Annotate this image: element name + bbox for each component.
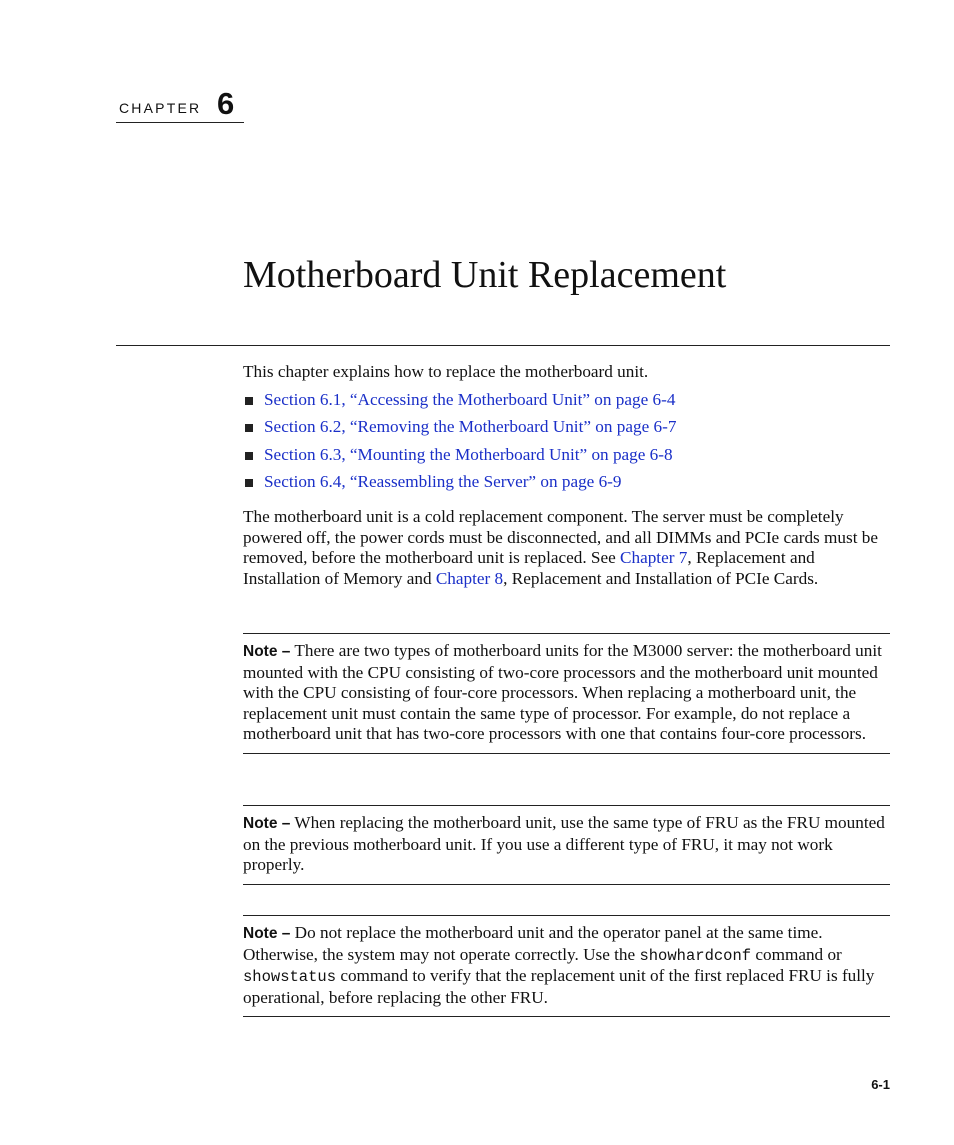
bullet-icon [245, 479, 253, 487]
note-box-processor-types [243, 633, 890, 754]
chapter-7-link[interactable]: Chapter 7 [620, 548, 688, 567]
chapter-label: CHAPTER [119, 100, 202, 116]
section-link-6-1[interactable]: Section 6.1, “Accessing the Motherboard Unit” on page 6-4 [264, 390, 676, 409]
intro-text: This chapter explains how to replace the motherboard unit. [243, 362, 649, 381]
bullet-icon [245, 424, 253, 432]
note-box-operator-panel [243, 915, 890, 1017]
page-title: Motherboard Unit Replacement [243, 254, 727, 296]
note-text: command or [751, 944, 842, 964]
bullet-icon [245, 452, 253, 460]
chapter-rule [116, 122, 244, 123]
note-text: There are two types of motherboard units for the M3000 server: the motherboard unit mounted with the CPU consisting of two-core processors and the motherboard unit mounted with the CPU consisting of four-core processors. When replacing a motherboard unit, the replacement unit must contain the same type of processor. For example, do not replace a motherboard unit that has two-core processors with one that contains four-core processors. [243, 641, 882, 743]
list-item [243, 445, 893, 472]
title-rule [116, 345, 890, 346]
list-item [243, 417, 893, 444]
note-text: Do not replace the motherboard unit and the operator panel at the same time. Otherwise, the system may not operate correctly. Use the [243, 923, 823, 964]
command-showhardconf: showhardconf [639, 946, 752, 965]
list-item [243, 472, 893, 499]
note-label: Note – [243, 643, 291, 660]
bullet-icon [245, 397, 253, 405]
command-showstatus: showstatus [243, 968, 337, 986]
paragraph-text: , Replacement and Installation of Memory and [243, 548, 815, 588]
paragraph-text: , Replacement and Installation of PCIe Cards. [503, 568, 819, 588]
section-link-6-2[interactable]: Section 6.2, “Removing the Motherboard Unit” on page 6-7 [264, 417, 677, 437]
section-link-6-4[interactable]: Section 6.4, “Reassembling the Server” on page 6-9 [264, 471, 622, 491]
paragraph-text: The motherboard unit is a cold replacement component. The server must be completely powered off, the power cords must be disconnected, and all DIMMs and PCIe cards must be removed, before the motherboard unit is replaced. See [243, 507, 878, 567]
section-link-6-3[interactable]: Section 6.3, “Mounting the Motherboard Unit” on page 6-8 [264, 444, 673, 464]
body-paragraph [243, 507, 891, 589]
section-list [243, 390, 893, 499]
note-box-fru-type [243, 805, 890, 885]
note-text: command to verify that the replacement unit of the first replaced FRU is fully operational, before replacing the other FRU. [243, 966, 875, 1007]
note-label: Note – [243, 925, 291, 942]
page-number: 6-1 [871, 1077, 890, 1092]
list-item [243, 390, 893, 417]
note-label: Note – [243, 815, 291, 832]
chapter-number: 6 [217, 86, 235, 121]
note-text: When replacing the motherboard unit, use the same type of FRU as the FRU mounted on the previous motherboard unit. If you use a different type of FRU, it may not work properly. [243, 813, 885, 874]
chapter-8-link[interactable]: Chapter 8 [435, 568, 504, 588]
